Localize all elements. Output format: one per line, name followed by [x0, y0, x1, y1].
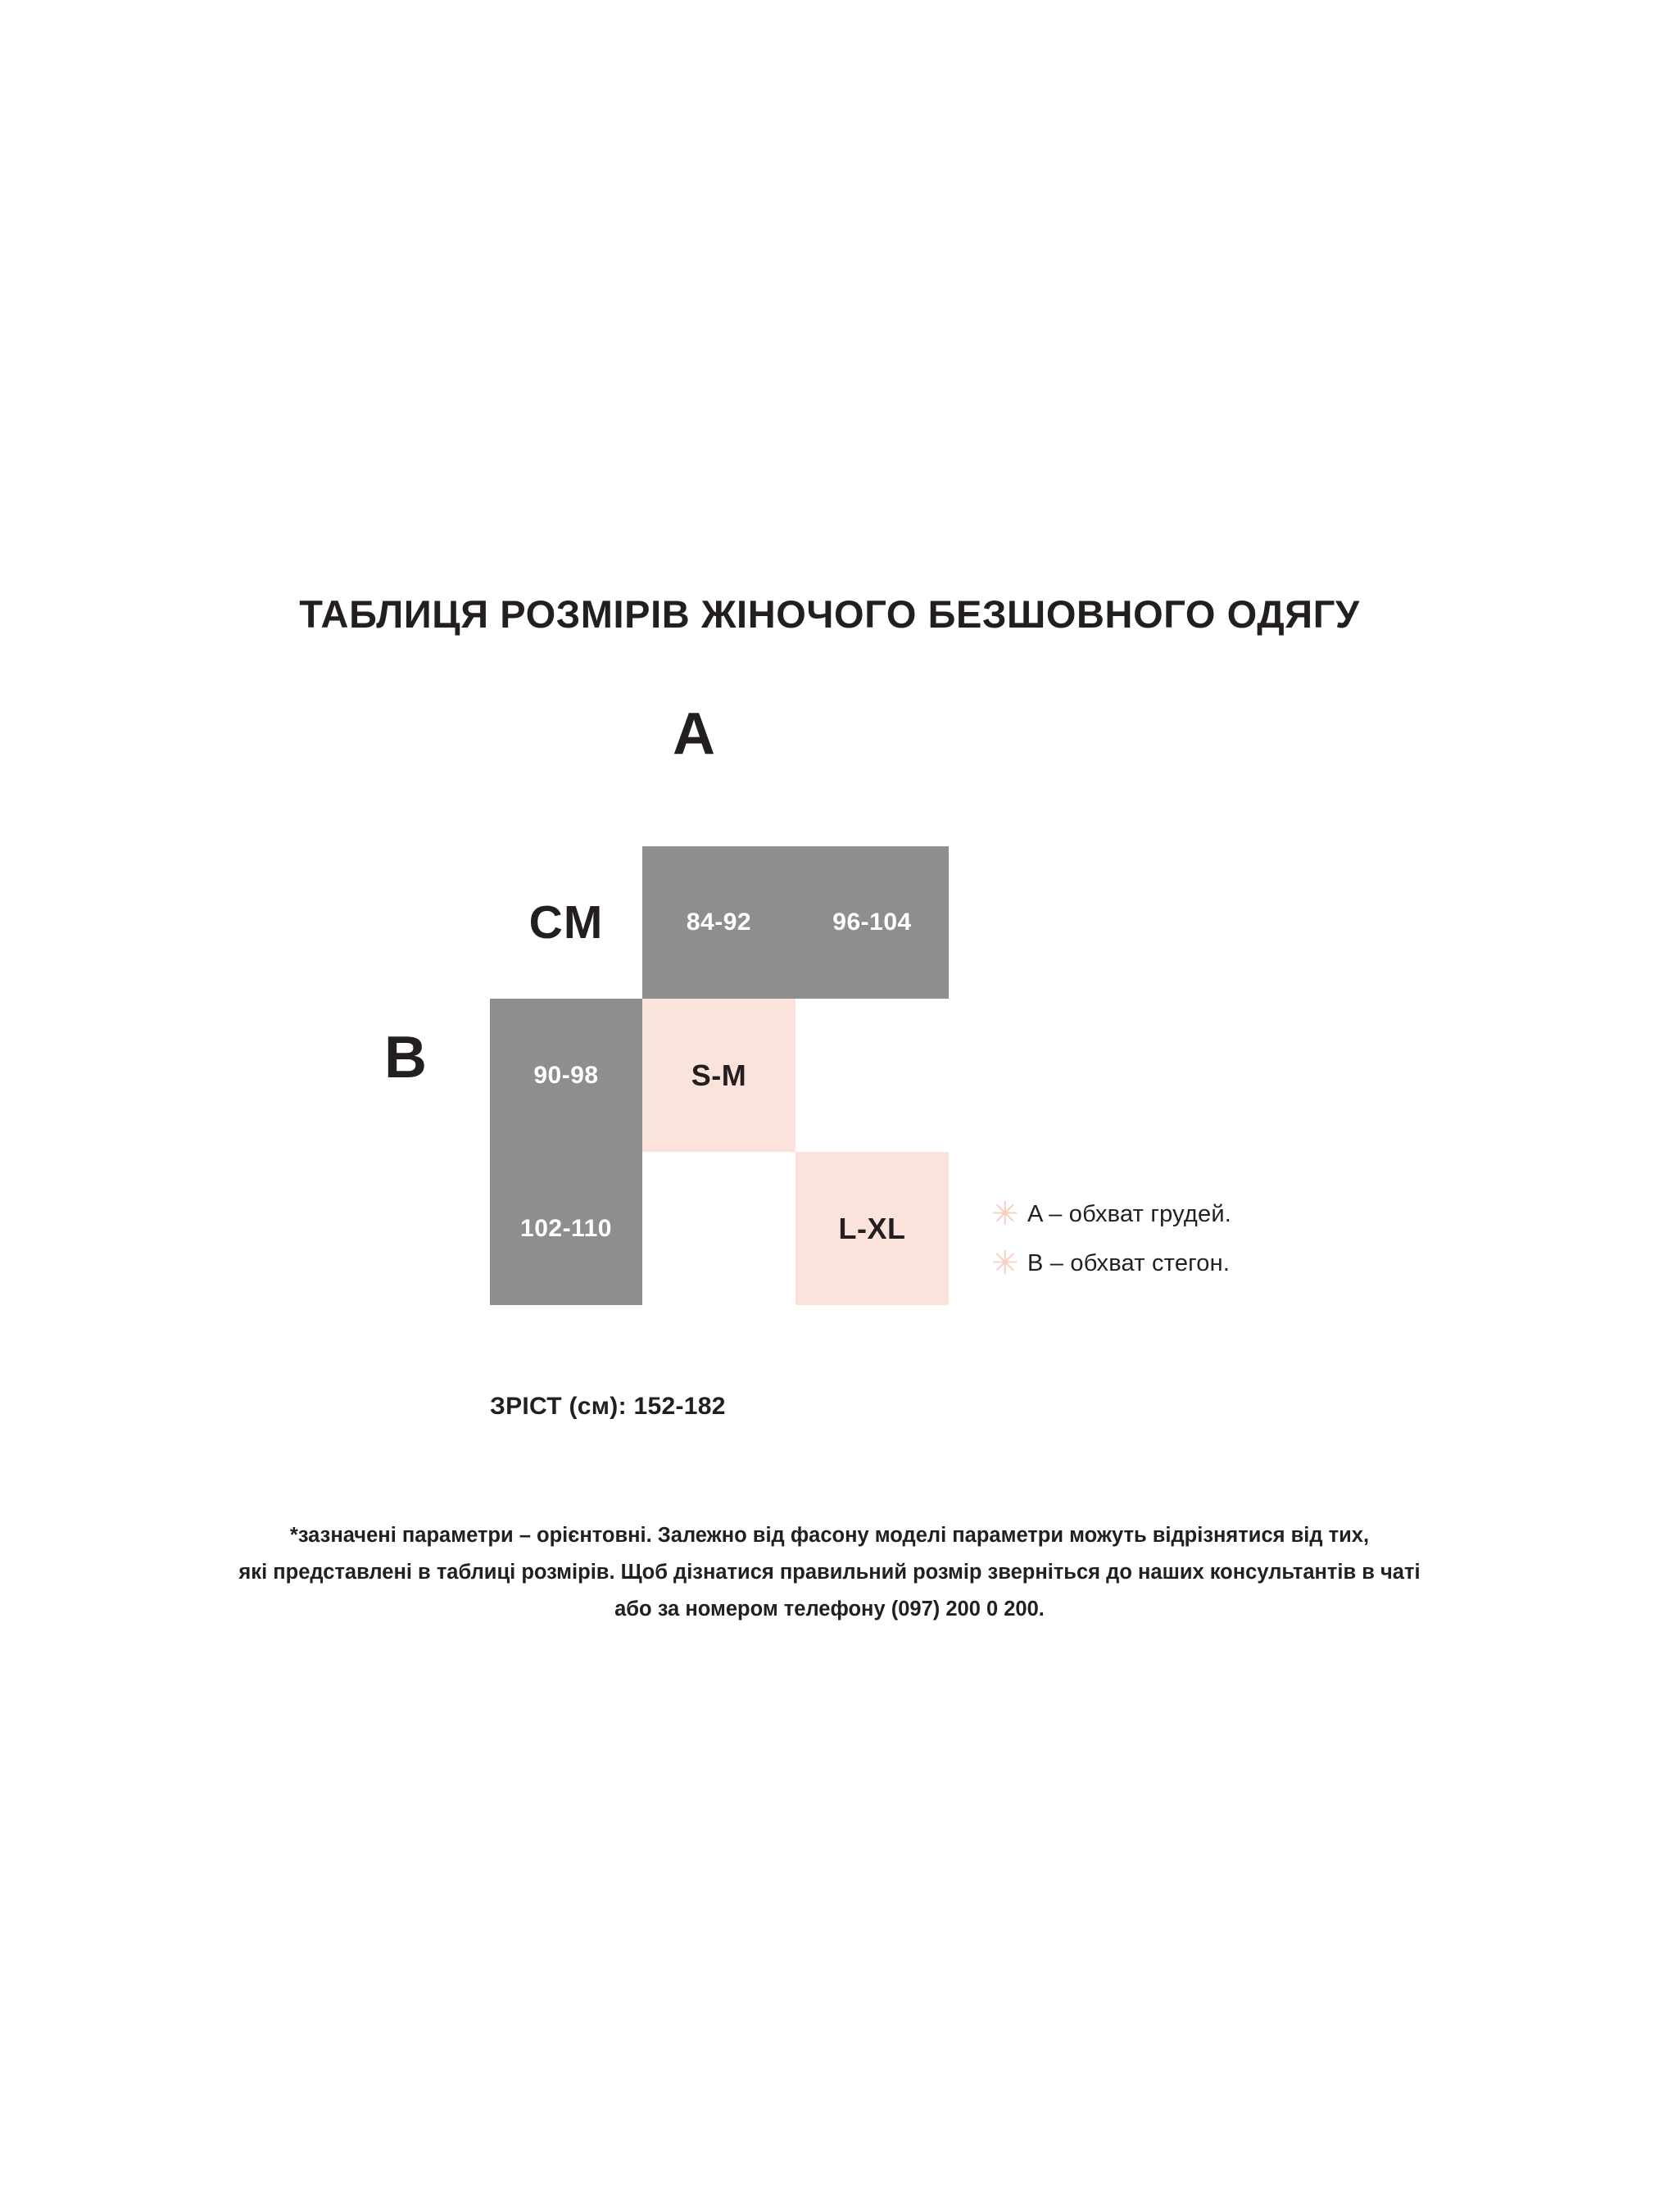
footnote [131, 1517, 1528, 1628]
legend-item-a-label: A – обхват грудей. [1027, 1200, 1231, 1227]
table-cell-empty-2 [642, 1152, 796, 1305]
legend-item-b-label: B – обхват стегон. [1027, 1249, 1231, 1276]
axis-label-b: B [384, 1025, 427, 1090]
footnote-line-1: *зазначені параметри – орієнтовні. Залежно від фасону моделі параметри можуть відрізнятися від тих, [289, 1524, 1370, 1547]
size-table [490, 846, 949, 1305]
legend-item-a [991, 1198, 1524, 1231]
page-title: ТАБЛИЦЯ РОЗМІРІВ ЖІНОЧОГО БЕЗШОВНОГО ОДЯГУ [299, 592, 1360, 636]
table-cell-size-lxl: L-XL [796, 1152, 949, 1305]
table-header-hip-2: 102-110 [490, 1152, 642, 1305]
table-cell-size-sm: S-M [642, 999, 796, 1152]
table-cell-unit: CM [490, 846, 642, 999]
table-header-chest-1: 84-92 [642, 846, 796, 999]
height-range-text: ЗРІСТ (см): 152-182 [490, 1393, 726, 1420]
asterisk-icon: ✳ [991, 1196, 1019, 1232]
footnote-line-3: або за номером телефону (097) 200 0 200. [614, 1598, 1045, 1620]
size-table-grid [490, 846, 949, 1305]
table-cell-empty-1 [796, 999, 949, 1152]
legend-item-b [991, 1247, 1524, 1280]
footnote-line-2: які представлені в таблиці розмірів. Щоб дізнатися правильний розмір зверніться до наших консультантів в чаті [238, 1561, 1421, 1584]
legend [991, 1198, 1524, 1296]
table-header-chest-2: 96-104 [796, 846, 949, 999]
axis-label-a: A [673, 701, 715, 767]
asterisk-icon: ✳ [991, 1245, 1019, 1281]
table-header-hip-1: 90-98 [490, 999, 642, 1152]
